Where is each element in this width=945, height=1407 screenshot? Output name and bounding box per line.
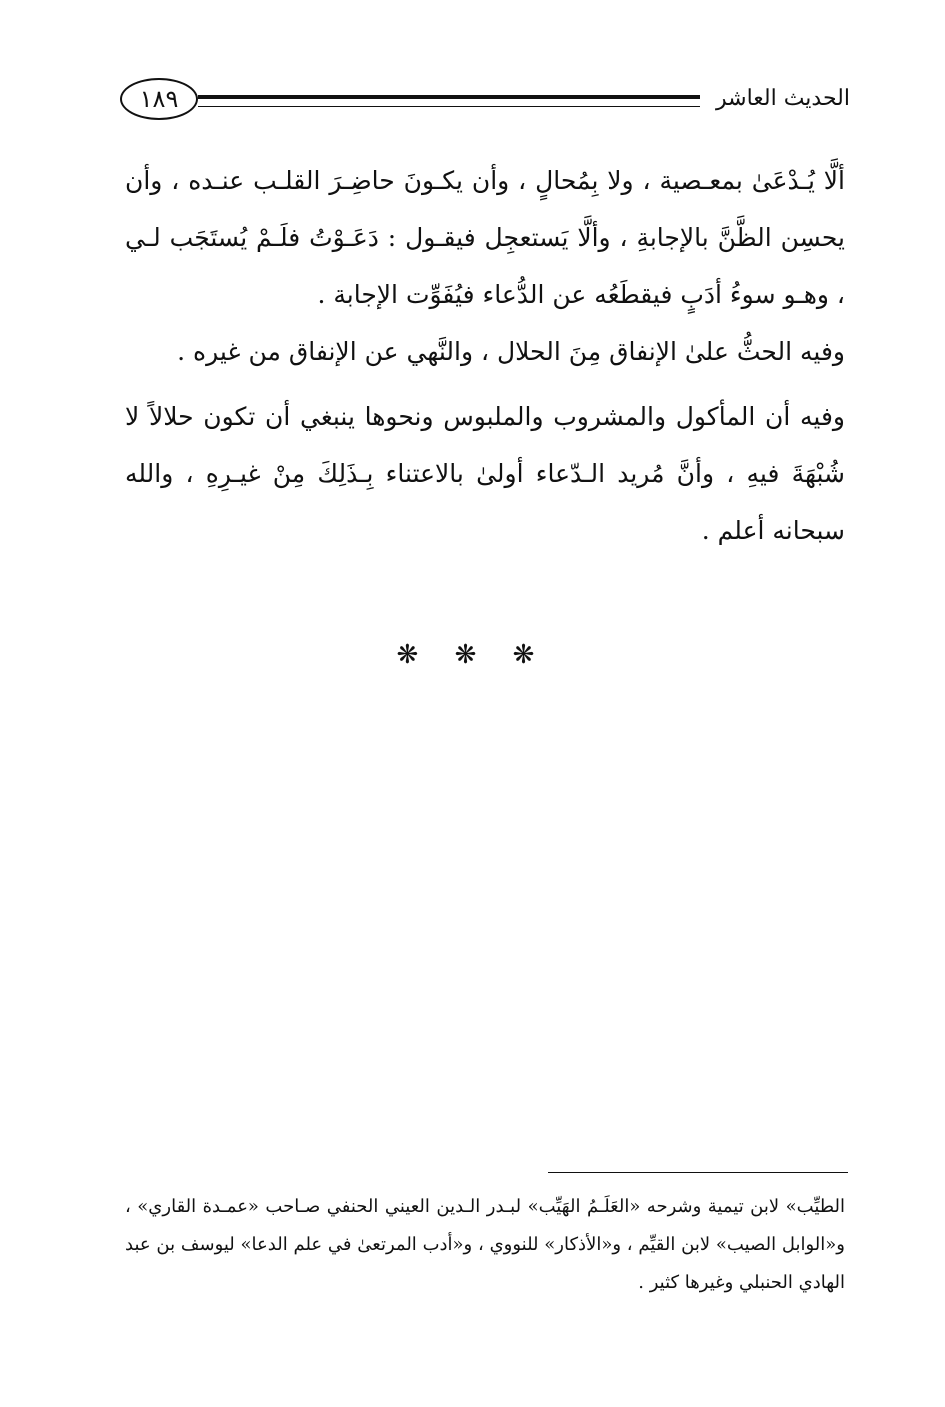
running-header [120, 78, 850, 130]
paragraph: وفيه أن المأكول والمشروب والملبوس ونحوها ينبغي أن تكون حلالاً لا شُبْهَةَ فيهِ ، وأنَّ مُريد الـدّعاء أولىٰ بالاعتناء بِـذَلِكَ مِنْ غيـرِهِ ، والله سبحانه أعلم . [125, 402, 845, 545]
header-rule [198, 95, 700, 107]
page-number: ١٨٩ [139, 85, 179, 113]
paragraph: وفيه الحثُّ علىٰ الإنفاق مِنَ الحلال ، والنَّهي عن الإنفاق من غيره . [177, 337, 845, 366]
footnote-text: الطيِّب» لابن تيمية وشرحه «العَلَـمُ الهَيِّب» لبـدر الـدين العيني الحنفي صـاحب «عمـدة القاري» ، و«الوابل الصيب» لابن القيِّم ، و«الأذكار» للنووي ، و«أدب المرتعىٰ في علم الدعا» ليوسف بن عبد الهادي الحنبلي وغيرها كثير . [125, 1196, 845, 1293]
chapter-title: الحديث العاشر [716, 86, 850, 111]
main-text [125, 152, 845, 559]
section-separator: ❋ ❋ ❋ [396, 640, 549, 670]
footnote-rule [548, 1172, 848, 1173]
page-number-badge [120, 78, 198, 120]
paragraph: ألَّا يُـدْعَىٰ بمعـصية ، ولا بِمُحالٍ ، وأن يكـونَ حاضِـرَ القلـب عنـده ، وأن يحسِن الظَّنَّ بالإجابةِ ، وألَّا يَستعجِل فيقـول : دَعَـوْتُ فلَـمْ يُستَجَب لـي ، وهـو سوءُ أدَبٍ فيقطَعُه عن الدُّعاء فيُفَوِّت الإجابة . [125, 166, 845, 309]
footnote [125, 1188, 845, 1302]
